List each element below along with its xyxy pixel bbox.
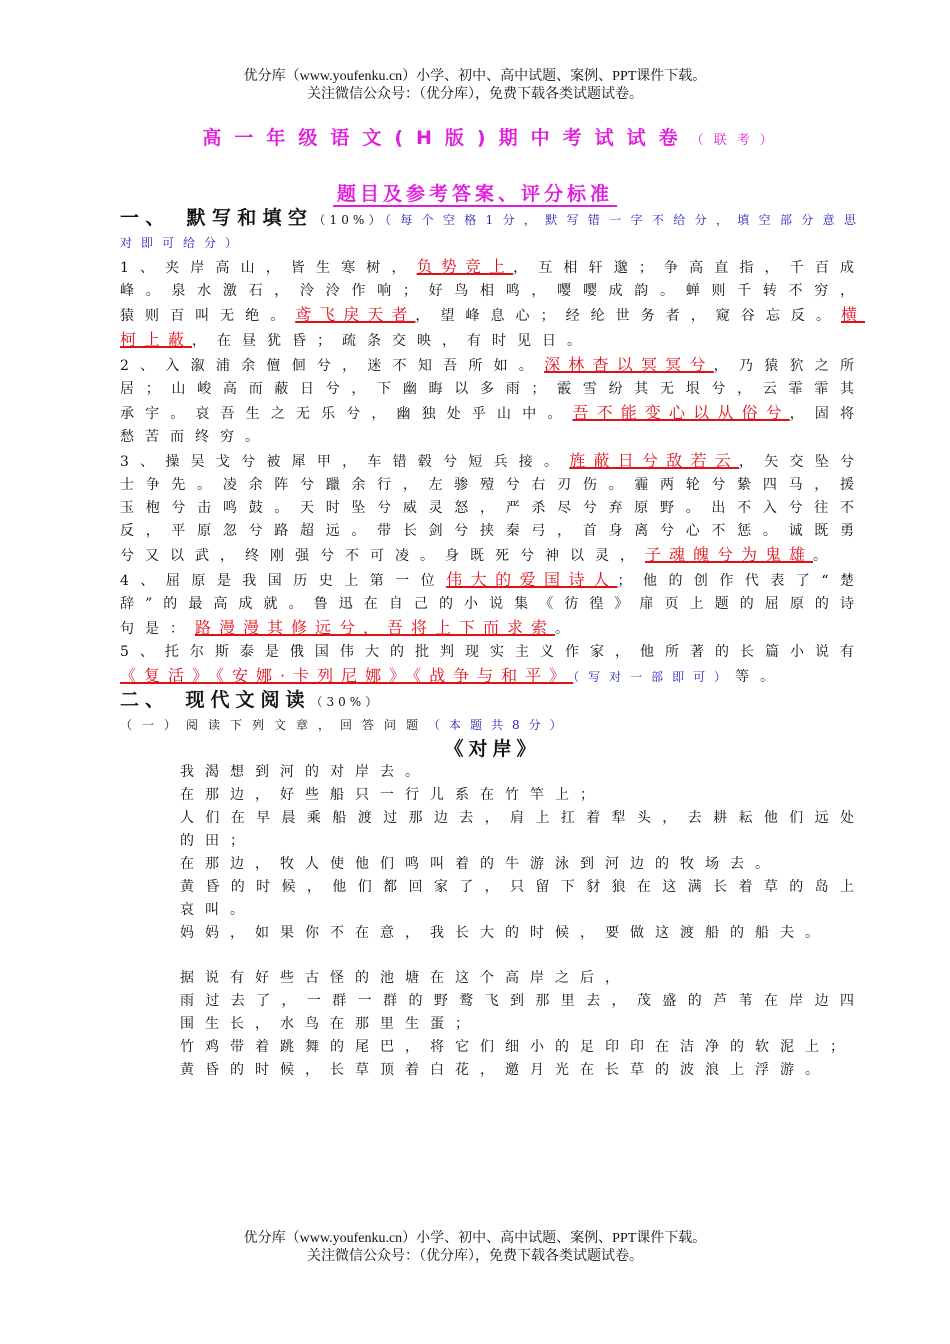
section1-heading: 一、 默写和填空 (120, 207, 314, 229)
footer-line-2: 关注微信公众号：（优分库），免费下载各类试题试卷。 (307, 1249, 643, 1264)
q5-text-1: 5、托尔斯泰是俄国伟大的批判现实主义作家，他所著的长篇小说有 (120, 644, 865, 660)
q3-answer-2: 子魂魄兮为鬼雄 (645, 545, 814, 564)
section1-heading-line (120, 207, 865, 255)
exam-title-suffix: （联考） (690, 133, 783, 148)
q4-text-1: 4、屈原是我国历史上第一位 (120, 573, 447, 589)
q4-answer-2: 路漫漫其修远兮，吾将上下而求索 (195, 618, 556, 637)
q5-text-2: 等。 (735, 669, 786, 685)
exam-content (120, 207, 865, 1082)
section1-points: （10%） (313, 213, 385, 227)
q1-answer-1: 负势竞上 (416, 257, 514, 276)
question-3 (120, 449, 865, 568)
poem-line: 黄昏的时候，他们都回家了，只留下豺狼在这满长着草的岛上哀叫。 (180, 879, 865, 918)
poem-line: 竹鸡带着跳舞的尾巴，将它们细小的足印印在洁净的软泥上； (180, 1039, 855, 1055)
footer-line-1: 优分库（www.youfenku.cn）小学、初中、高中试题、案例、PPT课件下载。 (243, 1231, 707, 1246)
part1-note: （本题共8分） (428, 718, 571, 732)
q1-text-1: 1、夹岸高山，皆生寒树， (120, 260, 417, 276)
stanza-gap (120, 945, 865, 967)
q3-text-2: ，矢交坠兮士争先。凌余阵兮躐余行，左骖殪兮右刃伤。霾两轮兮絷四马，援玉枹兮击鸣鼓。天时坠兮威灵怒，严杀尽兮弃原野。出不入兮往不反，平原忽兮路超远。带长剑兮挟秦弓，首身离兮心不惩。诚既勇兮又以武，终刚强兮不可凌。身既死兮神以灵， (120, 454, 866, 564)
section1-note: （每个空格1分，默写错一字不给分，填空部分意思对即可给分） (120, 213, 865, 250)
exam-subtitle-text: 题目及参考答案、评分标准 (333, 183, 617, 207)
q5-note: （写对一部即可） (573, 670, 736, 684)
question-2 (120, 353, 865, 449)
poem-title: 《对岸》 (444, 738, 541, 760)
q2-text-2: ，乃猿狖之所居；山峻高而蔽日兮，下幽晦以多雨；霰雪纷其无垠兮，云霏霏其承宇。哀吾生之无乐兮，幽独处乎山中。 (120, 358, 866, 422)
q1-text-4: ，在昼犹昏；疏条交映，有时见日。 (192, 333, 593, 349)
q1-text-2: ，互相轩邈；争高直指，千百成峰。泉水激石，泠泠作响；好鸟相鸣，嘤嘤成韵。蝉则千转不穷，猿则百叫无绝。 (120, 260, 865, 324)
poem-line: 黄昏的时候，长草顶着白花，邀月光在长草的波浪上浮游。 (180, 1062, 830, 1078)
part1-label-line (120, 714, 865, 737)
poem-line: 雨过去了，一群一群的野鹜飞到那里去，茂盛的芦苇在岸边四围生长，水鸟在那里生蛋； (180, 993, 865, 1032)
page-header (0, 68, 950, 104)
q2-text-3: ，固将愁苦而终穷。 (120, 406, 866, 445)
section2-points: （30%） (310, 695, 382, 709)
part1-label: （一）阅读下列文章，回答问题 (120, 718, 429, 732)
exam-title-main: 高一年级语文(H版)期中考试试卷 (202, 127, 691, 149)
q1-text-3: ，望峰息心；经纶世务者，窥谷忘反。 (415, 308, 841, 324)
q4-text-2: ；他的创作代表了“楚辞”的最高成就。鲁迅在自己的小说集《彷徨》扉页上题的屈原的诗句是： (120, 573, 865, 637)
poem-stanza-1 (120, 761, 865, 945)
exam-subtitle (0, 182, 950, 206)
poem-line: 在那边，牧人使他们鸣叫着的牛游泳到河边的牧场去。 (180, 856, 780, 872)
q2-answer-2: 吾不能变心以从俗兮 (572, 403, 790, 422)
q5-answer-1: 《复活》《安娜·卡列尼娜》《战争与和平》 (120, 666, 574, 685)
poem-line: 妈妈，如果你不在意，我长大的时候，要做这渡船的船夫。 (180, 925, 830, 941)
poem-stanza-2 (120, 967, 865, 1082)
question-5 (120, 641, 865, 689)
header-line-2: 关注微信公众号：（优分库），免费下载各类试题试卷。 (307, 87, 643, 102)
question-1 (120, 255, 865, 353)
q1-answer-3: 横柯上蔽 (120, 305, 865, 349)
page-footer (0, 1230, 950, 1266)
poem-line: 人们在早晨乘船渡过那边去，肩上扛着犁头，去耕耘他们远处的田； (180, 810, 865, 849)
q4-answer-1: 伟大的爱国诗人 (446, 570, 618, 589)
poem-line: 我渴想到河的对岸去。 (180, 764, 430, 780)
header-line-1: 优分库（www.youfenku.cn）小学、初中、高中试题、案例、PPT课件下载。 (243, 69, 707, 84)
q4-text-3: 。 (555, 621, 581, 637)
q3-text-1: 3、操吴戈兮被犀甲，车错毂兮短兵接。 (120, 454, 570, 470)
section2-heading: 二、 现代文阅读 (120, 689, 311, 711)
q1-answer-2: 鸢飞戾天者 (295, 305, 416, 324)
q3-answer-1: 旌蔽日兮敌若云 (569, 451, 740, 470)
section2-heading-line (120, 689, 865, 714)
poem-line: 据说有好些古怪的池塘在这个高岸之后， (180, 970, 630, 986)
q2-text-1: 2、入溆浦余儃佪兮，迷不知吾所如。 (120, 358, 545, 374)
q3-text-3: 。 (813, 548, 839, 564)
q2-answer-1: 深林杳以冥冥兮 (544, 355, 714, 374)
poem-line: 在那边，好些船只一行儿系在竹竿上； (180, 787, 605, 803)
question-4 (120, 568, 865, 641)
exam-title (120, 124, 865, 155)
